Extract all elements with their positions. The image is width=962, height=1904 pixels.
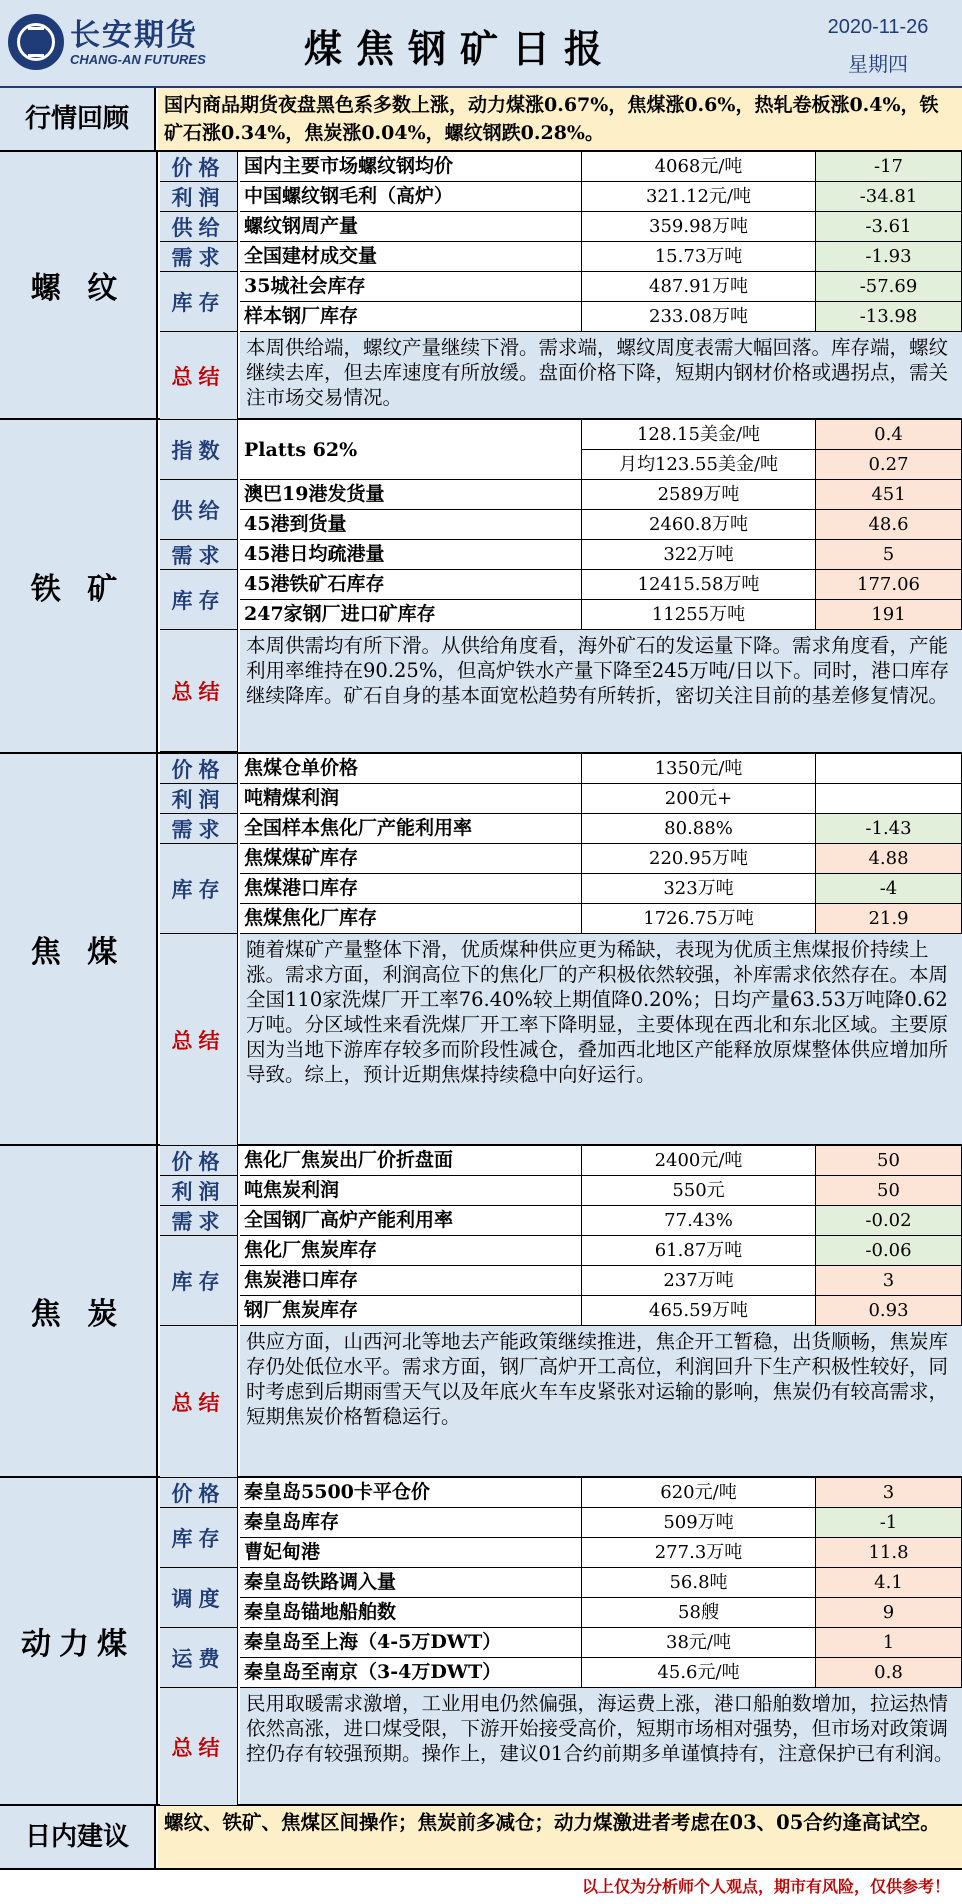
section-4 — [0, 1478, 962, 1806]
indicator-value: 550元 — [582, 1176, 816, 1206]
indicator-name: 秦皇岛5500卡平仓价 — [240, 1478, 582, 1508]
summary-label: 总结 — [160, 1326, 238, 1478]
indicator-name: 曹妃甸港 — [240, 1538, 582, 1568]
section-summary: 民用取暖需求激增，工业用电仍然偏强，海运费上涨，港口船舶数增加，拉运热情依然高涨，进口煤受限，下游开始接受高价，短期市场相对强势，但市场对政策调控仍存有较强预期。操作上，建议01合约前期多单谨慎持有，注意保护已有利润。 — [240, 1688, 962, 1804]
indicator-value: 58艘 — [582, 1598, 816, 1628]
category-label: 价格 — [160, 1478, 238, 1508]
indicator-name: 45港日均疏港量 — [240, 540, 582, 570]
section-summary: 随着煤矿产量整体下滑，优质煤种供应更为稀缺，表现为优质主焦煤报价持续上涨。需求方面，利润高位下的焦化厂的产积极依然较强，补库需求依然存在。本周全国110家洗煤厂开工率76.40%较上期值降0.20%；日均产量63.53万吨降0.62万吨。分区域性来看洗煤厂开工率下降明显，主要体现在西北和东北区域。主要原因为当地下游库存较多而阶段性减仓，叠加西北地区产能释放原煤整体供应增加所导致。综上，预计近期焦煤持续稳中向好运行。 — [240, 934, 962, 1144]
report-title: 煤焦钢矿日报 — [303, 27, 616, 71]
indicator-name: 焦化厂焦炭出厂价折盘面 — [240, 1146, 582, 1176]
indicator-value: 月均123.55美金/吨 — [582, 450, 816, 480]
indicator-change: -0.06 — [816, 1236, 962, 1266]
indicator-value: 2460.8万吨 — [582, 510, 816, 540]
indicator-name: 焦煤仓单价格 — [240, 754, 582, 784]
indicator-name: 秦皇岛铁路调入量 — [240, 1568, 582, 1598]
report-date: 2020-11-26 — [827, 16, 929, 38]
indicator-value: 80.88% — [582, 814, 816, 844]
indicator-value: 509万吨 — [582, 1508, 816, 1538]
indicator-value: 38元/吨 — [582, 1628, 816, 1658]
indicator-change: 3 — [816, 1266, 962, 1296]
indicator-change: 177.06 — [816, 570, 962, 600]
indicator-name: 全国钢厂高炉产能利用率 — [240, 1206, 582, 1236]
indicator-value: 323万吨 — [582, 874, 816, 904]
indicator-change: 48.6 — [816, 510, 962, 540]
indicator-change: 1 — [816, 1628, 962, 1658]
summary-label: 总结 — [160, 332, 238, 420]
section-3 — [0, 1146, 962, 1478]
indicator-name: 秦皇岛锚地船舶数 — [240, 1598, 582, 1628]
indicator-name: 全国样本焦化厂产能利用率 — [240, 814, 582, 844]
indicator-value: 359.98万吨 — [582, 212, 816, 242]
category-label: 需求 — [160, 242, 238, 272]
category-label: 库存 — [160, 1508, 238, 1568]
indicator-value: 11255万吨 — [582, 600, 816, 630]
indicator-change: -13.98 — [816, 302, 962, 332]
section-label: 铁 矿 — [0, 420, 158, 752]
category-label: 需求 — [160, 540, 238, 570]
indicator-change: -1 — [816, 1508, 962, 1538]
market-review-label: 行情回顾 — [0, 88, 156, 150]
indicator-name: 焦煤焦化厂库存 — [240, 904, 582, 934]
indicator-change: 50 — [816, 1146, 962, 1176]
category-label: 库存 — [160, 570, 238, 630]
category-label: 价格 — [160, 152, 238, 182]
indicator-value: 321.12元/吨 — [582, 182, 816, 212]
indicator-value: 620元/吨 — [582, 1478, 816, 1508]
summary-label: 总结 — [160, 630, 238, 752]
logo-name-en: CHANG-AN FUTURES — [70, 52, 206, 67]
indicator-value: 465.59万吨 — [582, 1296, 816, 1326]
logo-name-cn: 长安期货 — [70, 18, 198, 53]
indicator-change: 50 — [816, 1176, 962, 1206]
indicator-value: 277.3万吨 — [582, 1538, 816, 1568]
indicator-name: 45港到货量 — [240, 510, 582, 540]
indicator-name: 全国建材成交量 — [240, 242, 582, 272]
indicator-change: 4.88 — [816, 844, 962, 874]
indicator-change: 451 — [816, 480, 962, 510]
indicator-value: 45.6元/吨 — [582, 1658, 816, 1688]
market-review-text: 国内商品期货夜盘黑色系多数上涨，动力煤涨0.67%，焦煤涨0.6%，热轧卷板涨0.4%，铁矿石涨0.34%，焦炭涨0.04%，螺纹钢跌0.28%。 — [158, 88, 962, 150]
category-label: 库存 — [160, 1236, 238, 1326]
summary-label: 总结 — [160, 1688, 238, 1806]
category-label: 库存 — [160, 844, 238, 934]
indicator-name: Platts 62% — [240, 420, 582, 480]
indicator-change: 0.27 — [816, 450, 962, 480]
indicator-change: 11.8 — [816, 1538, 962, 1568]
indicator-value: 1726.75万吨 — [582, 904, 816, 934]
category-label: 需求 — [160, 814, 238, 844]
category-label: 库存 — [160, 272, 238, 332]
indicator-name: 国内主要市场螺纹钢均价 — [240, 152, 582, 182]
category-label: 调度 — [160, 1568, 238, 1628]
report-weekday: 星期四 — [848, 52, 908, 76]
intraday-advice-label: 日内建议 — [0, 1806, 156, 1868]
indicator-name: 247家钢厂进口矿库存 — [240, 600, 582, 630]
indicator-value: 322万吨 — [582, 540, 816, 570]
indicator-name: 澳巴19港发货量 — [240, 480, 582, 510]
logo-icon — [8, 14, 64, 70]
indicator-value: 15.73万吨 — [582, 242, 816, 272]
indicator-change: -34.81 — [816, 182, 962, 212]
indicator-change — [816, 784, 962, 814]
category-label: 利润 — [160, 182, 238, 212]
indicator-change: 21.9 — [816, 904, 962, 934]
market-review — [0, 88, 962, 152]
indicator-value: 61.87万吨 — [582, 1236, 816, 1266]
indicator-change: 5 — [816, 540, 962, 570]
indicator-name: 35城社会库存 — [240, 272, 582, 302]
disclaimer: 以上仅为分析师个人观点，期市有风险，仅供参考！ — [581, 1877, 950, 1896]
indicator-value: 237万吨 — [582, 1266, 816, 1296]
indicator-name: 螺纹钢周产量 — [240, 212, 582, 242]
category-label: 利润 — [160, 784, 238, 814]
indicator-value: 233.08万吨 — [582, 302, 816, 332]
category-label: 需求 — [160, 1206, 238, 1236]
summary-label: 总结 — [160, 934, 238, 1146]
indicator-change: -1.93 — [816, 242, 962, 272]
indicator-value: 12415.58万吨 — [582, 570, 816, 600]
indicator-change: -4 — [816, 874, 962, 904]
section-label: 螺 纹 — [0, 152, 158, 418]
indicator-name: 秦皇岛至南京（3-4万DWT） — [240, 1658, 582, 1688]
indicator-change: -0.02 — [816, 1206, 962, 1236]
indicator-change: 4.1 — [816, 1568, 962, 1598]
category-label: 价格 — [160, 1146, 238, 1176]
indicator-value: 77.43% — [582, 1206, 816, 1236]
intraday-advice-text: 螺纹、铁矿、焦煤区间操作；焦炭前多减仓；动力煤激进者考虑在03、05合约逢高试空。 — [158, 1806, 962, 1868]
indicator-value: 220.95万吨 — [582, 844, 816, 874]
category-label: 供给 — [160, 212, 238, 242]
indicator-name: 焦化厂焦炭库存 — [240, 1236, 582, 1266]
category-label: 指数 — [160, 420, 238, 480]
category-label: 运费 — [160, 1628, 238, 1688]
indicator-value: 200元+ — [582, 784, 816, 814]
indicator-change: -1.43 — [816, 814, 962, 844]
report-header — [0, 0, 962, 88]
indicator-change: 191 — [816, 600, 962, 630]
indicator-value: 128.15美金/吨 — [582, 420, 816, 450]
section-label: 动力煤 — [0, 1478, 158, 1804]
indicator-value: 2400元/吨 — [582, 1146, 816, 1176]
section-summary: 供应方面，山西河北等地去产能政策继续推进，焦企开工暂稳，出货顺畅，焦炭库存仍处低位水平。需求方面，钢厂高炉开工高位，利润回升下生产积极性较好，同时考虑到后期雨雪天气以及年底火车车皮紧张对运输的影响，焦炭仍有较高需求，短期焦炭价格暂稳运行。 — [240, 1326, 962, 1476]
indicator-name: 焦煤港口库存 — [240, 874, 582, 904]
section-summary: 本周供需均有所下滑。从供给角度看，海外矿石的发运量下降。需求角度看，产能利用率维持在90.25%，但高炉铁水产量下降至245万吨/日以下。同时，港口库存继续降库。矿石自身的基本面宽松趋势有所转折，密切关注目前的基差修复情况。 — [240, 630, 962, 752]
intraday-advice — [0, 1806, 962, 1870]
indicator-name: 秦皇岛至上海（4-5万DWT） — [240, 1628, 582, 1658]
indicator-value: 4068元/吨 — [582, 152, 816, 182]
indicator-change: 0.4 — [816, 420, 962, 450]
indicator-name: 钢厂焦炭库存 — [240, 1296, 582, 1326]
indicator-name: 中国螺纹钢毛利（高炉） — [240, 182, 582, 212]
indicator-change: -57.69 — [816, 272, 962, 302]
indicator-change: 0.8 — [816, 1658, 962, 1688]
indicator-value: 56.8吨 — [582, 1568, 816, 1598]
section-label: 焦 煤 — [0, 754, 158, 1144]
section-2 — [0, 754, 962, 1146]
indicator-value: 1350元/吨 — [582, 754, 816, 784]
indicator-name: 吨精煤利润 — [240, 784, 582, 814]
indicator-value: 2589万吨 — [582, 480, 816, 510]
section-label: 焦 炭 — [0, 1146, 158, 1476]
indicator-value: 487.91万吨 — [582, 272, 816, 302]
indicator-name: 吨焦炭利润 — [240, 1176, 582, 1206]
indicator-name: 焦煤煤矿库存 — [240, 844, 582, 874]
category-label: 利润 — [160, 1176, 238, 1206]
indicator-change: 9 — [816, 1598, 962, 1628]
indicator-name: 焦炭港口库存 — [240, 1266, 582, 1296]
indicator-name: 45港铁矿石库存 — [240, 570, 582, 600]
section-summary: 本周供给端，螺纹产量继续下滑。需求端，螺纹周度表需大幅回落。库存端，螺纹继续去库，但去库速度有所放缓。盘面价格下降，短期内钢材价格或遇拐点，需关注市场交易情况。 — [240, 332, 962, 418]
indicator-change: 3 — [816, 1478, 962, 1508]
indicator-name: 秦皇岛库存 — [240, 1508, 582, 1538]
section-1 — [0, 420, 962, 754]
indicator-name: 样本钢厂库存 — [240, 302, 582, 332]
indicator-change: -3.61 — [816, 212, 962, 242]
indicator-change: -17 — [816, 152, 962, 182]
section-0 — [0, 152, 962, 420]
indicator-change — [816, 754, 962, 784]
category-label: 供给 — [160, 480, 238, 540]
indicator-change: 0.93 — [816, 1296, 962, 1326]
category-label: 价格 — [160, 754, 238, 784]
